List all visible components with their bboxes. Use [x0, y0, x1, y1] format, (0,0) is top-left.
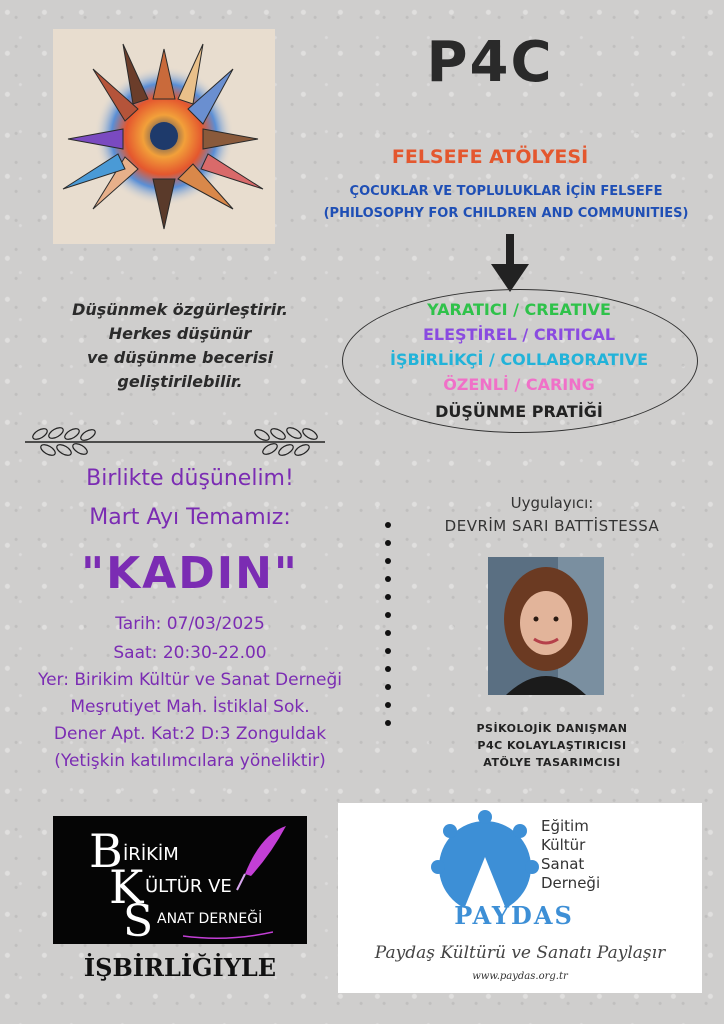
theme-title: "KADIN" [81, 548, 299, 599]
heart-line-icon [183, 928, 273, 940]
logo-letter-s: S [123, 896, 154, 944]
facilitator-photo [488, 557, 604, 695]
logo-word-kultur: ÜLTÜR VE [145, 876, 232, 897]
thinking-creative: YARATICI / CREATIVE [427, 300, 611, 319]
event-audience: (Yetişkin katılımcılara yöneliktir) [54, 751, 326, 771]
page-title: P4C [426, 30, 554, 95]
event-date: Tarih: 07/03/2025 [115, 614, 265, 634]
facilitator-role: ATÖLYE TASARIMCISI [483, 756, 621, 769]
facilitator-label: Uygulayıcı: [510, 494, 594, 512]
quote-line: Herkes düşünür [108, 324, 252, 343]
paydas-logo [338, 803, 702, 993]
event-place: Yer: Birikim Kültür ve Sanat Derneği [37, 670, 343, 690]
facilitator-name: DEVRİM SARI BATTİSTESSA [444, 517, 660, 535]
paydas-url: www.paydas.org.tr [472, 971, 568, 982]
thinking-collaborative: İŞBİRLİKÇİ / COLLABORATIVE [389, 350, 648, 369]
theme-label: Mart Ayı Temamız: [89, 505, 291, 530]
thinking-critical: ELEŞTİREL / CRITICAL [422, 325, 616, 344]
portrait-illustration [488, 557, 604, 695]
subtitle-english: (PHILOSOPHY FOR CHILDREN AND COMMUNITIES) [323, 206, 689, 221]
birikim-logo [53, 816, 307, 944]
together-heading: Birlikte düşünelim! [86, 466, 294, 491]
logo-word-sanat: ANAT DERNEĞİ [157, 911, 263, 927]
paydas-line: Eğitim [541, 817, 589, 835]
paydas-line: Kültür [541, 836, 586, 854]
logo-letter-b: B [89, 824, 123, 878]
dotted-divider [383, 520, 393, 730]
hands-circle-illustration [53, 29, 275, 244]
logo-word-birikim: İRİKİM [123, 844, 179, 865]
collaboration-label: İŞBİRLİĞİYLE [83, 953, 277, 982]
quill-icon [231, 824, 291, 894]
paydas-slogan: Paydaş Kültürü ve Sanatı Paylaşır [374, 943, 666, 963]
down-arrow-icon [487, 234, 533, 294]
facilitator-role: P4C KOLAYLAŞTIRICISI [477, 739, 627, 752]
quote-line: Düşünmek özgürleştirir. [72, 300, 288, 319]
thinking-caring: ÖZENLİ / CARING [443, 375, 595, 394]
facilitator-role: PSİKOLOJİK DANIŞMAN [476, 722, 628, 735]
quote-block [30, 298, 330, 394]
thinking-practice: DÜŞÜNME PRATİĞİ [435, 402, 603, 421]
workshop-title: FELSEFE ATÖLYESİ [391, 146, 589, 168]
paydas-name: PAYDAS [454, 901, 574, 930]
subtitle-turkish: ÇOCUKLAR VE TOPLULUKLAR İÇİN FELSEFE [349, 184, 663, 199]
event-time: Saat: 20:30-22.00 [113, 643, 267, 663]
hands-artwork [53, 29, 275, 244]
quote-line: ve düşünme becerisi [86, 348, 274, 367]
laurel-divider-icon [20, 420, 330, 460]
paydas-line: Derneği [541, 874, 601, 892]
event-address-detail: Dener Apt. Kat:2 D:3 Zonguldak [53, 724, 327, 744]
paydas-line: Sanat [541, 855, 585, 873]
quote-line: geliştirilebilir. [117, 372, 243, 391]
event-address: Meşrutiyet Mah. İstiklal Sok. [70, 697, 310, 717]
logo-letter-k: K [109, 860, 144, 914]
